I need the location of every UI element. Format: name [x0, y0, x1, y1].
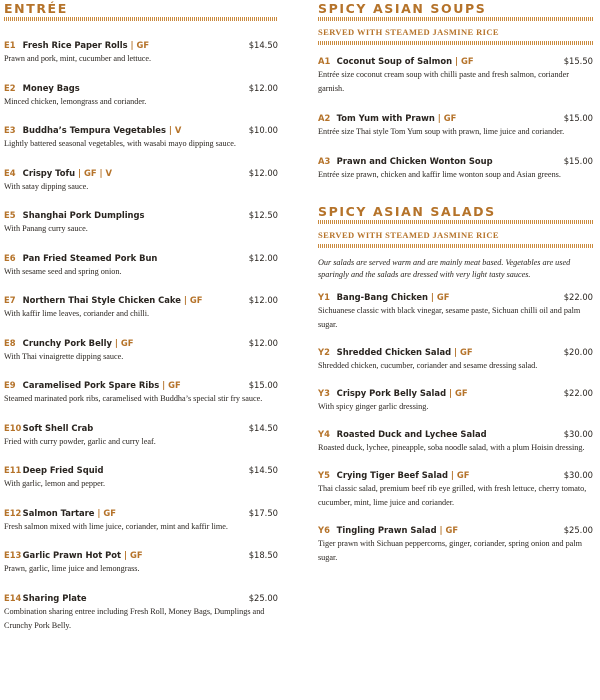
item-price: $12.50 — [248, 210, 278, 220]
item-price: $12.00 — [248, 337, 278, 348]
item-tag-separator: | — [446, 388, 455, 398]
item-description: With garlic, lemon and pepper. — [4, 479, 106, 488]
item-tag-separator: | — [75, 167, 85, 178]
item-tag-separator: | — [427, 292, 437, 302]
dietary-tag: GF — [445, 525, 459, 535]
item-price: $15.00 — [563, 156, 593, 166]
item-code: Y2 — [318, 347, 330, 357]
menu-item-header — [4, 294, 278, 307]
menu-item-header — [4, 82, 278, 95]
item-code: E10 — [4, 422, 22, 433]
soups-title: SPICY ASIAN SOUPS — [318, 1, 487, 16]
item-code: A2 — [318, 113, 331, 123]
dietary-tag: V — [174, 125, 182, 135]
item-price: $15.00 — [563, 113, 593, 123]
soups-list — [318, 55, 593, 182]
item-code: Y6 — [318, 525, 330, 535]
item-name: Tingling Prawn Salad — [336, 525, 437, 535]
item-price: $22.00 — [563, 292, 593, 302]
menu-item — [4, 549, 278, 576]
menu-item — [318, 112, 593, 139]
right-column — [318, 0, 593, 565]
item-description: Steamed marinated pork ribs, caramelised with Buddha’s special stir fry sauce. — [4, 394, 263, 403]
item-name: Sharing Plate — [22, 592, 87, 603]
item-code: Y5 — [318, 470, 330, 480]
menu-item-header — [4, 549, 278, 562]
item-description: With Panang curry sauce. — [4, 224, 88, 233]
item-price: $18.50 — [248, 550, 278, 560]
item-description: Minced chicken, lemongrass and coriander. — [4, 96, 147, 106]
menu-item-header — [4, 39, 278, 52]
menu-item-header — [4, 592, 278, 605]
item-name: Prawn and Chicken Wonton Soup — [336, 156, 493, 166]
item-name: Shredded Chicken Salad — [336, 347, 452, 357]
item-name: Shanghai Pork Dumplings — [22, 210, 145, 220]
item-name: Northern Thai Style Chicken Cake — [22, 295, 181, 305]
menu-item — [4, 337, 278, 364]
item-price: $12.00 — [248, 167, 278, 178]
menu-item — [318, 428, 593, 455]
item-code: Y1 — [318, 292, 330, 302]
menu-item — [4, 209, 278, 236]
item-code: E14 — [4, 592, 22, 603]
item-name: Money Bags — [22, 82, 80, 93]
menu-item-header — [318, 524, 593, 537]
dietary-tag: GF | V — [84, 167, 112, 178]
item-description: Combination sharing entree including Fresh Roll, Money Bags, Dumplings and Crunchy Pork Belly. — [4, 606, 265, 630]
soups-subtitle-divider — [318, 41, 593, 45]
menu-item — [4, 82, 278, 109]
item-name: Salmon Tartare — [22, 507, 95, 518]
item-tag-separator: | — [452, 56, 461, 66]
item-code: E7 — [4, 295, 16, 305]
item-code: E8 — [4, 337, 16, 348]
entree-title: ENTRÉE — [4, 1, 68, 16]
salads-list — [318, 291, 593, 565]
item-price: $12.00 — [248, 252, 278, 263]
item-code: E4 — [4, 167, 16, 178]
item-tag-separator: | — [127, 40, 137, 50]
item-description: With spicy ginger garlic dressing. — [318, 402, 429, 411]
item-price: $25.00 — [248, 592, 278, 603]
salads-divider — [318, 220, 593, 224]
item-code: E5 — [4, 210, 16, 220]
item-name: Roasted Duck and Lychee Salad — [336, 429, 487, 439]
dietary-tag: GF — [454, 388, 468, 398]
dietary-tag: GF — [189, 295, 203, 305]
dietary-tag: GF — [456, 470, 470, 480]
menu-item — [4, 294, 278, 321]
item-name: Coconut Soup of Salmon — [336, 56, 453, 66]
item-description: Roasted duck, lychee, pineapple, soba noodle salad, with a plum Hoisin dressing. — [318, 443, 585, 452]
item-description: Shredded chicken, cucumber, coriander and sesame dressing salad. — [318, 361, 538, 370]
menu-item-header — [318, 291, 593, 304]
item-price: $15.50 — [563, 56, 593, 66]
item-code: E9 — [4, 380, 16, 390]
menu-item-header — [318, 346, 593, 359]
item-description: Prawn and pork, mint, cucumber and lettuce. — [4, 54, 152, 63]
menu-item-header — [4, 252, 278, 265]
item-price: $10.00 — [248, 125, 278, 135]
item-price: $22.00 — [563, 388, 593, 398]
menu-item — [4, 379, 278, 406]
item-tag-separator: | — [434, 113, 444, 123]
item-name: Caramelised Pork Spare Ribs — [22, 380, 160, 390]
menu-item-header — [318, 155, 593, 168]
item-name: Fresh Rice Paper Rolls — [22, 40, 128, 50]
item-description: Tiger prawn with Sichuan peppercorns, ginger, coriander, spring onion and palm sugar. — [318, 539, 582, 562]
menu-item — [4, 39, 278, 66]
item-description: Sichuanese classic with black vinegar, sesame paste, Sichuan chilli oil and palm sugar. — [318, 306, 581, 329]
item-description: Fried with curry powder, garlic and curry leaf. — [4, 436, 156, 446]
item-price: $12.00 — [248, 82, 278, 93]
item-price: $25.00 — [563, 525, 593, 535]
item-name: Bang-Bang Chicken — [336, 292, 428, 302]
item-price: $14.50 — [248, 40, 278, 50]
item-name: Buddha’s Tempura Vegetables — [22, 125, 166, 135]
menu-item-header — [4, 507, 278, 520]
menu-item — [4, 167, 278, 194]
item-price: $14.50 — [248, 422, 278, 433]
item-tag-separator: | — [111, 337, 121, 348]
item-tag-separator: | — [180, 295, 190, 305]
item-price: $12.00 — [248, 295, 278, 305]
item-name: Crying Tiger Beef Salad — [336, 470, 448, 480]
dietary-tag: GF — [443, 113, 457, 123]
menu-item-header — [318, 55, 593, 68]
item-name: Tom Yum with Prawn — [336, 113, 435, 123]
item-name: Crunchy Pork Belly — [22, 337, 112, 348]
menu-item — [318, 469, 593, 510]
entree-column — [4, 0, 278, 633]
salads-subtitle-divider — [318, 244, 593, 248]
menu-item — [318, 291, 593, 332]
menu-item-header — [318, 387, 593, 400]
item-code: E2 — [4, 82, 16, 93]
item-name: Crispy Pork Belly Salad — [336, 388, 447, 398]
item-name: Crispy Tofu — [22, 167, 76, 178]
item-description: Entrée size Thai style Tom Yum soup with prawn, lime juice and coriander. — [318, 127, 565, 136]
dietary-tag: GF — [129, 550, 143, 560]
item-price: $17.50 — [248, 507, 278, 518]
item-price: $14.50 — [248, 465, 278, 475]
item-description: Fresh salmon mixed with lime juice, coriander, mint and kaffir lime. — [4, 521, 228, 531]
item-code: E13 — [4, 550, 22, 560]
item-description: Entrée size coconut cream soup with chilli paste and fresh salmon, coriander garnish. — [318, 70, 569, 93]
item-name: Pan Fried Steamed Pork Bun — [22, 252, 158, 263]
item-code: E11 — [4, 465, 22, 475]
item-tag-separator: | — [94, 507, 104, 518]
menu-item-header — [4, 124, 278, 137]
item-tag-separator: | — [165, 125, 175, 135]
item-description: Entrée size prawn, chicken and kaffir lime wonton soup and Asian greens. — [318, 170, 561, 179]
item-code: E6 — [4, 252, 16, 263]
menu-item-header — [4, 167, 278, 180]
item-description: With satay dipping sauce. — [4, 181, 89, 191]
dietary-tag: GF — [460, 347, 473, 357]
menu-item-header — [318, 428, 593, 441]
item-code: E12 — [4, 507, 22, 518]
entree-list — [4, 39, 278, 633]
item-code: A3 — [318, 156, 331, 166]
salads-intro: Our salads are served warm and are mainly meat based. Vegetables are used sparingly and the salads are dressed with very light tasty sauces. — [318, 258, 571, 279]
item-name: Garlic Prawn Hot Pot — [22, 550, 122, 560]
menu-item — [4, 252, 278, 279]
menu-item — [318, 155, 593, 182]
item-tag-separator: | — [159, 380, 169, 390]
dietary-tag: GF — [461, 56, 474, 66]
item-description: With kaffir lime leaves, coriander and chilli. — [4, 309, 150, 318]
salads-subtitle: SERVED WITH STEAMED JASMINE RICE — [318, 230, 499, 240]
salads-title: SPICY ASIAN SALADS — [318, 204, 496, 219]
item-tag-separator: | — [451, 347, 460, 357]
item-description: With sesame seed and spring onion. — [4, 266, 122, 276]
item-tag-separator: | — [436, 525, 446, 535]
menu-item — [4, 507, 278, 534]
menu-item — [4, 124, 278, 151]
item-code: E1 — [4, 40, 16, 50]
item-description: Thai classic salad, premium beef rib eye grilled, with fresh lettuce, cherry tomato, cucumber, mint, lime juice and coriander. — [318, 484, 587, 507]
entree-divider — [4, 17, 278, 21]
item-name: Deep Fried Squid — [22, 465, 104, 475]
item-description: With Thai vinaigrette dipping sauce. — [4, 351, 124, 361]
menu-item — [4, 592, 278, 633]
menu-item-header — [318, 112, 593, 125]
menu-item — [318, 387, 593, 414]
item-name: Soft Shell Crab — [22, 422, 94, 433]
item-code: E3 — [4, 125, 16, 135]
soups-subtitle: SERVED WITH STEAMED JASMINE RICE — [318, 27, 499, 37]
item-description: Lightly battered seasonal vegetables, with wasabi mayo dipping sauce. — [4, 139, 236, 148]
menu-item-header — [4, 337, 278, 350]
item-description: Prawn, garlic, lime juice and lemongrass. — [4, 564, 140, 573]
menu-item — [318, 55, 593, 96]
item-code: Y4 — [318, 429, 330, 439]
menu-item-header — [4, 209, 278, 222]
item-tag-separator: | — [121, 550, 130, 560]
dietary-tag: GF — [136, 40, 150, 50]
menu-item-header — [4, 422, 278, 435]
item-tag-separator: | — [447, 470, 457, 480]
menu-item — [4, 464, 278, 491]
menu-item — [318, 346, 593, 373]
item-code: Y3 — [318, 388, 330, 398]
menu-item-header — [4, 379, 278, 392]
item-price: $15.00 — [248, 380, 278, 390]
dietary-tag: GF — [436, 292, 450, 302]
soups-divider — [318, 17, 593, 21]
dietary-tag: GF — [120, 337, 134, 348]
menu-item-header — [318, 469, 593, 482]
item-code: A1 — [318, 56, 331, 66]
menu-item-header — [4, 464, 278, 477]
menu-item — [4, 422, 278, 449]
menu-item — [318, 524, 593, 565]
item-price: $30.00 — [563, 429, 593, 439]
item-price: $20.00 — [563, 347, 593, 357]
item-price: $30.00 — [563, 470, 593, 480]
dietary-tag: GF — [168, 380, 181, 390]
dietary-tag: GF — [103, 507, 116, 518]
